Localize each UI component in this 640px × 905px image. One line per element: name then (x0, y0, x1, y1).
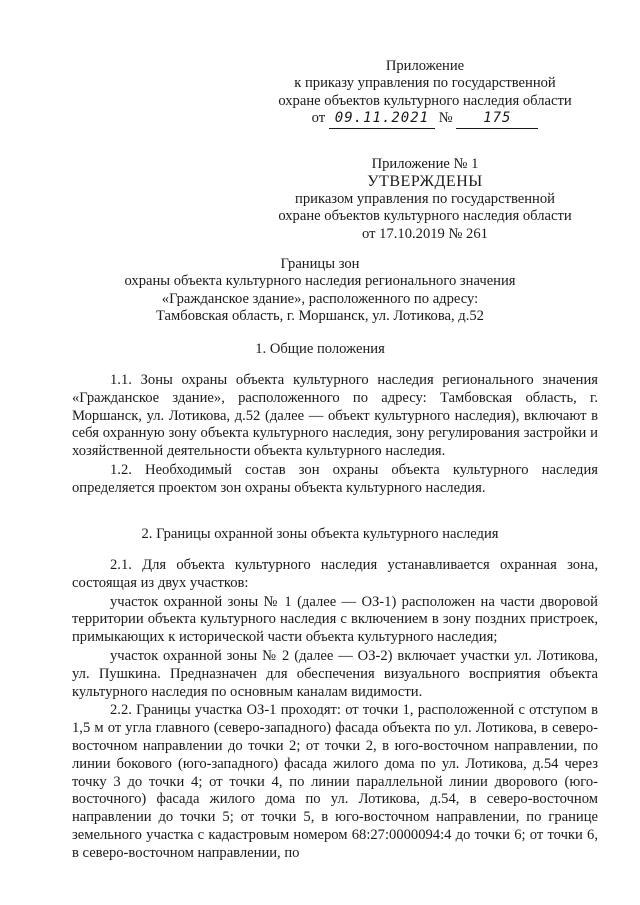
approved-authority-line: охране объектов культурного наследия области (278, 208, 572, 225)
number-prefix: № (438, 110, 453, 127)
section-1-heading: 1. Общие положения (255, 341, 385, 357)
appendix-label: Приложение (385, 58, 465, 74)
appendix-authority-line: охране объектов культурного наследия области (278, 92, 572, 109)
approval-header (240, 156, 610, 243)
section-1-body (72, 372, 598, 499)
paragraph-oz2: участок охранной зоны № 2 (далее — ОЗ-2) включает участки ул. Лотикова, ул. Пушкина. Предназначен для обеспечения визуального восприятия объекта культурного наследия по основным каналам видимости. (72, 647, 598, 700)
appendix-header (240, 58, 610, 129)
document-title (70, 256, 570, 326)
title-line-2: охраны объекта культурного наследия регионального значения (124, 273, 516, 290)
paragraph-oz1: участок охранной зоны № 1 (далее — ОЗ-1) расположен на части дворовой территории объекта культурного наследия с включением в зону поздних пристроек, примыкающих к исторической части объекта культурного наследия; (72, 593, 598, 646)
approved-label: УТВЕРЖДЕНЫ (367, 173, 483, 191)
appendix-number: Приложение № 1 (371, 156, 479, 172)
section-2-heading: 2. Границы охранной зоны объекта культурного наследия (141, 526, 499, 542)
handwritten-number: 175 (456, 110, 538, 128)
title-line-3: «Гражданское здание», расположенного по адресу: (161, 290, 479, 307)
paragraph-1-1: 1.1. Зоны охраны объекта культурного наследия регионального значения «Гражданское здание», расположенного по адресу: Тамбовская область, г. Моршанск, ул. Лотикова, д.52 (далее — объект культурного наследия), включают в себя охранную зону объекта культурного наследия, зону регулирования застройки и хозяйственной деятельности объекта культурного наследия. (72, 372, 598, 460)
appendix-order-line: к приказу управления по государственной (294, 75, 556, 92)
title-line-1: Границы зон (280, 256, 360, 272)
approved-by-line: приказом управления по государственной (295, 190, 555, 207)
paragraph-1-2: 1.2. Необходимый состав зон охраны объекта культурного наследия определяется проектом зон охраны объекта культурного наследия. (72, 461, 598, 496)
section-2-body (72, 557, 598, 864)
date-prefix: от (311, 110, 326, 127)
handwritten-date: 09.11.2021 (329, 110, 435, 128)
appendix-date-line (240, 110, 610, 128)
paragraph-2-1: 2.1. Для объекта культурного наследия устанавливается охранная зона, состоящая из двух участков: (72, 557, 598, 591)
approved-order-date: от 17.10.2019 № 261 (362, 225, 488, 242)
paragraph-2-2: 2.2. Границы участка ОЗ-1 проходят: от точки 1, расположенной с отступом в 1,5 м от угла главного (северо-западного) фасада объекта по ул. Лотикова, в северо-восточном направлении до точки 2; от точки 2, в юго-восточном направлении, по линии бокового (юго-западного) фасада жилого дома по ул. Лотикова, д.54 через точку 3 до точки 4; от точки 4, по линии параллельной линии дворового (юго-восточного) фасада жилого дома по ул. Лотикова, д.54, в северо-восточном направлении до точки 5; от точки 5, в юго-восточном направлении, по границе земельного участка с кадастровым номером 68:27:0000094:4 до точки 6; от точки 6, в северо-восточном направлении, по (72, 702, 598, 861)
title-line-4: Тамбовская область, г. Моршанск, ул. Лотикова, д.52 (156, 308, 484, 325)
